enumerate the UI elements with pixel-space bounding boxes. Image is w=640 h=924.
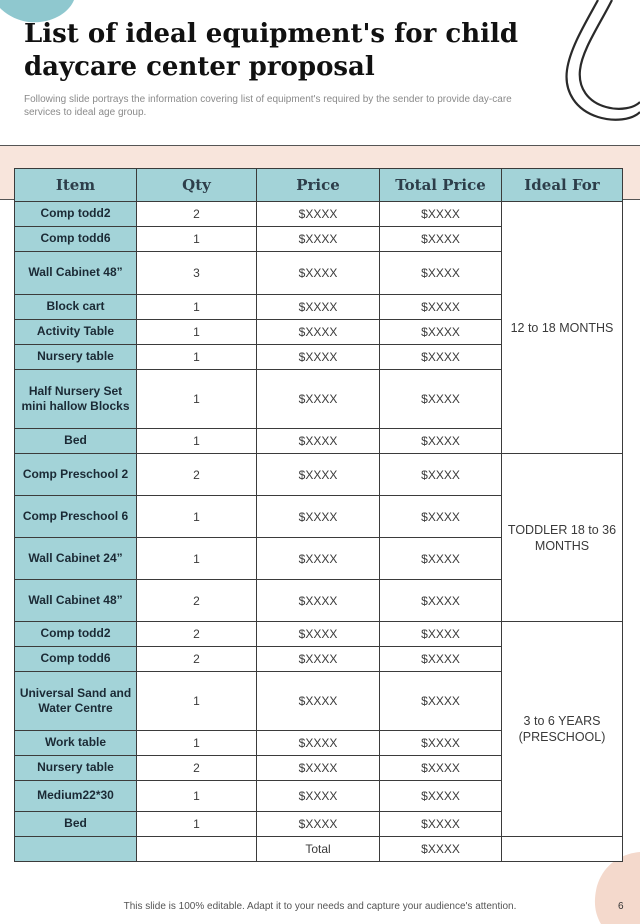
ideal-for-cell: 3 to 6 YEARS (PRESCHOOL) <box>502 622 623 837</box>
qty-cell: 2 <box>137 622 257 647</box>
price-cell: $XXXX <box>257 812 380 837</box>
item-cell: Work table <box>15 731 137 756</box>
total-price-cell: $XXXX <box>380 227 502 252</box>
total-price-cell: $XXXX <box>380 345 502 370</box>
price-cell: $XXXX <box>257 622 380 647</box>
qty-cell: 1 <box>137 496 257 538</box>
item-cell: Comp todd6 <box>15 647 137 672</box>
qty-cell: 1 <box>137 731 257 756</box>
qty-cell: 1 <box>137 672 257 731</box>
qty-cell: 1 <box>137 781 257 812</box>
total-price-cell: $XXXX <box>380 454 502 496</box>
total-price-cell: $XXXX <box>380 580 502 622</box>
header-ideal-for: Ideal For <box>502 169 623 202</box>
item-cell: Nursery table <box>15 345 137 370</box>
item-cell: Wall Cabinet 48” <box>15 580 137 622</box>
total-price-cell: $XXXX <box>380 496 502 538</box>
price-cell: $XXXX <box>257 370 380 429</box>
total-price-cell: $XXXX <box>380 295 502 320</box>
item-cell: Comp todd2 <box>15 202 137 227</box>
qty-cell: 2 <box>137 202 257 227</box>
header-total-price: Total Price <box>380 169 502 202</box>
item-cell: Bed <box>15 429 137 454</box>
total-price-cell: $XXXX <box>380 622 502 647</box>
item-cell: Comp todd6 <box>15 227 137 252</box>
decorative-outline-shape <box>556 0 640 125</box>
qty-cell: 1 <box>137 345 257 370</box>
ideal-for-cell: TODDLER 18 to 36 MONTHS <box>502 454 623 622</box>
total-label: Total <box>257 837 380 862</box>
price-cell: $XXXX <box>257 496 380 538</box>
price-cell: $XXXX <box>257 202 380 227</box>
item-cell: Comp Preschool 2 <box>15 454 137 496</box>
footer-note: This slide is 100% editable. Adapt it to your needs and capture your audience's attention. <box>123 901 517 912</box>
page-number: 6 <box>618 901 624 912</box>
item-cell: Activity Table <box>15 320 137 345</box>
price-cell: $XXXX <box>257 580 380 622</box>
item-cell: Comp Preschool 6 <box>15 496 137 538</box>
header-price: Price <box>257 169 380 202</box>
qty-cell: 2 <box>137 647 257 672</box>
total-price-cell: $XXXX <box>380 429 502 454</box>
item-cell: Block cart <box>15 295 137 320</box>
item-cell: Universal Sand and Water Centre <box>15 672 137 731</box>
page-title: List of ideal equipment's for child daycare center proposal <box>24 19 519 82</box>
total-row-ideal-cell <box>502 837 623 862</box>
qty-cell: 1 <box>137 295 257 320</box>
table-header-row <box>15 169 623 202</box>
item-cell: Bed <box>15 812 137 837</box>
header-item: Item <box>15 169 137 202</box>
item-cell: Medium22*30 <box>15 781 137 812</box>
qty-cell: 2 <box>137 454 257 496</box>
total-price-cell: $XXXX <box>380 647 502 672</box>
qty-cell: 3 <box>137 252 257 295</box>
total-price-cell: $XXXX <box>380 756 502 781</box>
item-cell: Comp todd2 <box>15 622 137 647</box>
total-row-qty-cell <box>137 837 257 862</box>
total-price-cell: $XXXX <box>380 538 502 580</box>
item-cell: Wall Cabinet 24” <box>15 538 137 580</box>
price-cell: $XXXX <box>257 781 380 812</box>
total-price-cell: $XXXX <box>380 731 502 756</box>
total-price-cell: $XXXX <box>380 252 502 295</box>
price-cell: $XXXX <box>257 454 380 496</box>
decorative-peach-blob <box>585 852 640 924</box>
qty-cell: 1 <box>137 538 257 580</box>
total-value: $XXXX <box>380 837 502 862</box>
total-price-cell: $XXXX <box>380 812 502 837</box>
item-cell: Nursery table <box>15 756 137 781</box>
qty-cell: 2 <box>137 756 257 781</box>
equipment-table <box>14 168 623 862</box>
table-row <box>15 454 623 496</box>
price-cell: $XXXX <box>257 538 380 580</box>
price-cell: $XXXX <box>257 320 380 345</box>
price-cell: $XXXX <box>257 227 380 252</box>
total-price-cell: $XXXX <box>380 320 502 345</box>
total-row-item-cell <box>15 837 137 862</box>
price-cell: $XXXX <box>257 345 380 370</box>
page-subtitle: Following slide portrays the information covering list of equipment's required by the sender to provide day-care services to ideal age group. <box>24 94 512 118</box>
price-cell: $XXXX <box>257 731 380 756</box>
price-cell: $XXXX <box>257 429 380 454</box>
price-cell: $XXXX <box>257 647 380 672</box>
price-cell: $XXXX <box>257 295 380 320</box>
qty-cell: 2 <box>137 580 257 622</box>
item-cell: Wall Cabinet 48” <box>15 252 137 295</box>
qty-cell: 1 <box>137 370 257 429</box>
header-qty: Qty <box>137 169 257 202</box>
item-cell: Half Nursery Set mini hallow Blocks <box>15 370 137 429</box>
total-row <box>15 837 623 862</box>
table-row <box>15 622 623 647</box>
price-cell: $XXXX <box>257 252 380 295</box>
total-price-cell: $XXXX <box>380 370 502 429</box>
total-price-cell: $XXXX <box>380 202 502 227</box>
total-price-cell: $XXXX <box>380 672 502 731</box>
price-cell: $XXXX <box>257 756 380 781</box>
ideal-for-cell: 12 to 18 MONTHS <box>502 202 623 454</box>
table-row <box>15 202 623 227</box>
total-price-cell: $XXXX <box>380 781 502 812</box>
qty-cell: 1 <box>137 429 257 454</box>
qty-cell: 1 <box>137 227 257 252</box>
qty-cell: 1 <box>137 812 257 837</box>
qty-cell: 1 <box>137 320 257 345</box>
price-cell: $XXXX <box>257 672 380 731</box>
